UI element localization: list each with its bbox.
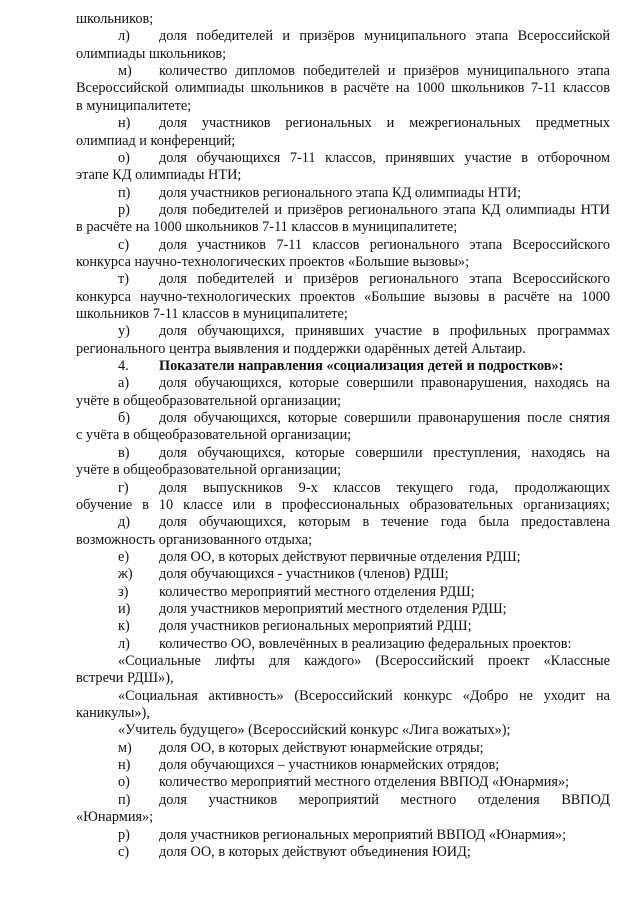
text-line: возможность организованного отдыха; <box>76 531 313 548</box>
line-text: доля обучающихся – участников юнармейских отрядов; <box>159 757 500 774</box>
text-line <box>76 721 610 739</box>
list-marker: д) <box>118 514 131 531</box>
line-text: доля обучающихся - участников (членов) РДШ; <box>159 566 449 583</box>
line-text: доля обучающихся, которым в течение года была предоставлена <box>159 514 610 531</box>
text-line <box>76 62 610 80</box>
line-text: «Учитель будущего» (Всероссийский конкурс «Лига вожатых»); <box>118 722 511 739</box>
list-marker: к) <box>118 618 130 635</box>
text-line: олимпиады школьников; <box>76 45 227 62</box>
line-text: «Социальные лифты для каждого» (Всероссийский проект «Классные <box>118 653 610 669</box>
line-text: доля ОО, в которых действуют первичные отделения РДШ; <box>159 548 521 565</box>
line-text: доля участников регионального этапа КД олимпиады НТИ; <box>159 184 522 201</box>
text-line <box>76 756 610 774</box>
list-marker: м) <box>118 63 132 80</box>
list-marker: б) <box>118 410 131 427</box>
list-marker: м) <box>118 739 132 756</box>
list-marker: с) <box>118 236 130 253</box>
text-line <box>76 270 610 288</box>
line-text: доля обучающихся, которые совершили правонарушения, находясь на <box>159 375 610 392</box>
text-line: школьников; <box>76 11 154 27</box>
text-line <box>76 687 610 705</box>
line-text: доля обучающихся, которые совершили правонарушения после снятия <box>159 410 610 427</box>
list-marker: л) <box>118 28 130 45</box>
text-line <box>76 184 610 202</box>
text-line <box>76 548 610 566</box>
line-text: Показатели направления «социализация детей и подростков»: <box>159 358 564 374</box>
text-line <box>76 444 610 462</box>
line-text: доля победителей и призёров регионального этапа Всероссийского <box>159 271 610 288</box>
list-marker: а) <box>118 375 130 392</box>
text-line <box>76 322 610 340</box>
line-text: доля обучающихся 7-11 классов, принявших участие в отборочном <box>159 149 610 166</box>
line-text: количество дипломов победителей и призёров муниципального этапа <box>159 63 610 80</box>
line-text: доля участников 7-11 классов регионального этапа Всероссийского <box>159 236 610 253</box>
text-line: встречи РДШ»), <box>76 670 174 687</box>
line-text: доля участников региональных мероприятий ВВПОД «Юнармия»; <box>159 826 567 843</box>
list-marker: н) <box>118 757 131 774</box>
line-text: доля обучающихся, которые совершили преступления, находясь на <box>159 444 610 461</box>
line-text: доля ОО, в которых действуют юнармейские отряды; <box>159 739 484 756</box>
text-line: школьников 7-11 классов в муниципалитете; <box>76 306 348 322</box>
text-line: регионального центра выявления и поддержки одарённых детей Альтаир. <box>76 340 526 357</box>
list-marker: р) <box>118 201 130 218</box>
list-marker: 4. <box>118 358 129 374</box>
text-line <box>76 843 610 861</box>
line-text: количество ОО, вовлечённых в реализацию федеральных проектов: <box>159 635 572 652</box>
text-line <box>76 236 610 254</box>
list-marker: с) <box>118 843 130 860</box>
list-marker: р) <box>118 826 130 843</box>
text-line <box>76 149 610 167</box>
text-line: олимпиад и конференций; <box>76 132 236 149</box>
line-text: доля победителей и призёров регионального этапа КД олимпиады НТИ <box>159 201 610 218</box>
text-line <box>76 635 610 653</box>
list-marker: н) <box>118 115 131 132</box>
text-line: учёте в общеобразовательной организации; <box>76 392 342 409</box>
line-text: «Социальная активность» (Всероссийский конкурс «Добро не уходит на <box>118 687 610 704</box>
list-marker: п) <box>118 184 131 201</box>
list-marker: п) <box>118 791 131 808</box>
text-line: конкурса научно-технологических проектов «Большие вызовы»; <box>76 253 470 270</box>
text-line: конкурса научно-технологических проектов «Большие вызовы в расчёте на 1000 <box>76 288 610 305</box>
line-text: доля участников региональных мероприятий РДШ; <box>159 618 472 635</box>
list-marker: о) <box>118 149 130 166</box>
text-line: в муниципалитете; <box>76 97 192 114</box>
list-marker: е) <box>118 548 130 565</box>
list-marker: з) <box>118 583 129 600</box>
list-marker: о) <box>118 774 130 791</box>
text-line <box>76 600 610 618</box>
text-line <box>76 114 610 132</box>
line-text: доля участников мероприятий местного отделения ВВПОД <box>159 791 610 808</box>
list-marker: у) <box>118 323 130 340</box>
text-line: в расчёте на 1000 школьников 7-11 классов в муниципалитете; <box>76 219 458 236</box>
text-line <box>76 583 610 601</box>
text-line: учёте в общеобразовательной организации; <box>76 462 342 479</box>
text-line: Всероссийской олимпиады школьников в расчёте на 1000 школьников 7-11 классов <box>76 80 610 97</box>
text-line <box>76 357 610 375</box>
text-line <box>76 652 610 670</box>
text-line <box>76 201 610 219</box>
line-text: доля обучающихся, принявших участие в профильных программах <box>159 323 610 340</box>
text-line <box>76 565 610 583</box>
text-line <box>76 791 610 809</box>
list-marker: г) <box>118 479 129 496</box>
text-line <box>76 409 610 427</box>
text-line <box>76 374 610 392</box>
text-line: «Юнармия»; <box>76 809 154 826</box>
line-text: доля участников региональных и межрегиональных предметных <box>159 115 610 132</box>
text-line: обучение в 10 классе или в профессиональных образовательных организациях; <box>76 496 610 513</box>
line-text: доля ОО, в которых действуют объединения ЮИД; <box>159 843 471 860</box>
line-text: количество мероприятий местного отделения РДШ; <box>159 583 475 600</box>
line-text: доля победителей и призёров муниципального этапа Всероссийской <box>159 28 610 45</box>
text-line <box>76 513 610 531</box>
list-marker: ж) <box>118 566 133 583</box>
text-line: этапе КД олимпиады НТИ; <box>76 167 242 184</box>
text-line <box>76 479 610 497</box>
list-marker: в) <box>118 444 130 461</box>
list-marker: л) <box>118 635 130 652</box>
text-line: каникулы»), <box>76 705 150 721</box>
text-line <box>76 617 610 635</box>
list-marker: т) <box>118 271 130 288</box>
text-line: с учёта в общеобразовательной организации; <box>76 427 352 444</box>
text-line <box>76 826 610 844</box>
line-text: доля выпускников 9-х классов текущего года, продолжающих <box>159 479 610 496</box>
text-line <box>76 27 610 45</box>
line-text: доля участников мероприятий местного отделения РДШ; <box>159 600 507 617</box>
text-line <box>76 739 610 757</box>
list-marker: и) <box>118 600 131 617</box>
line-text: количество мероприятий местного отделения ВВПОД «Юнармия»; <box>159 774 570 791</box>
text-line <box>76 773 610 791</box>
